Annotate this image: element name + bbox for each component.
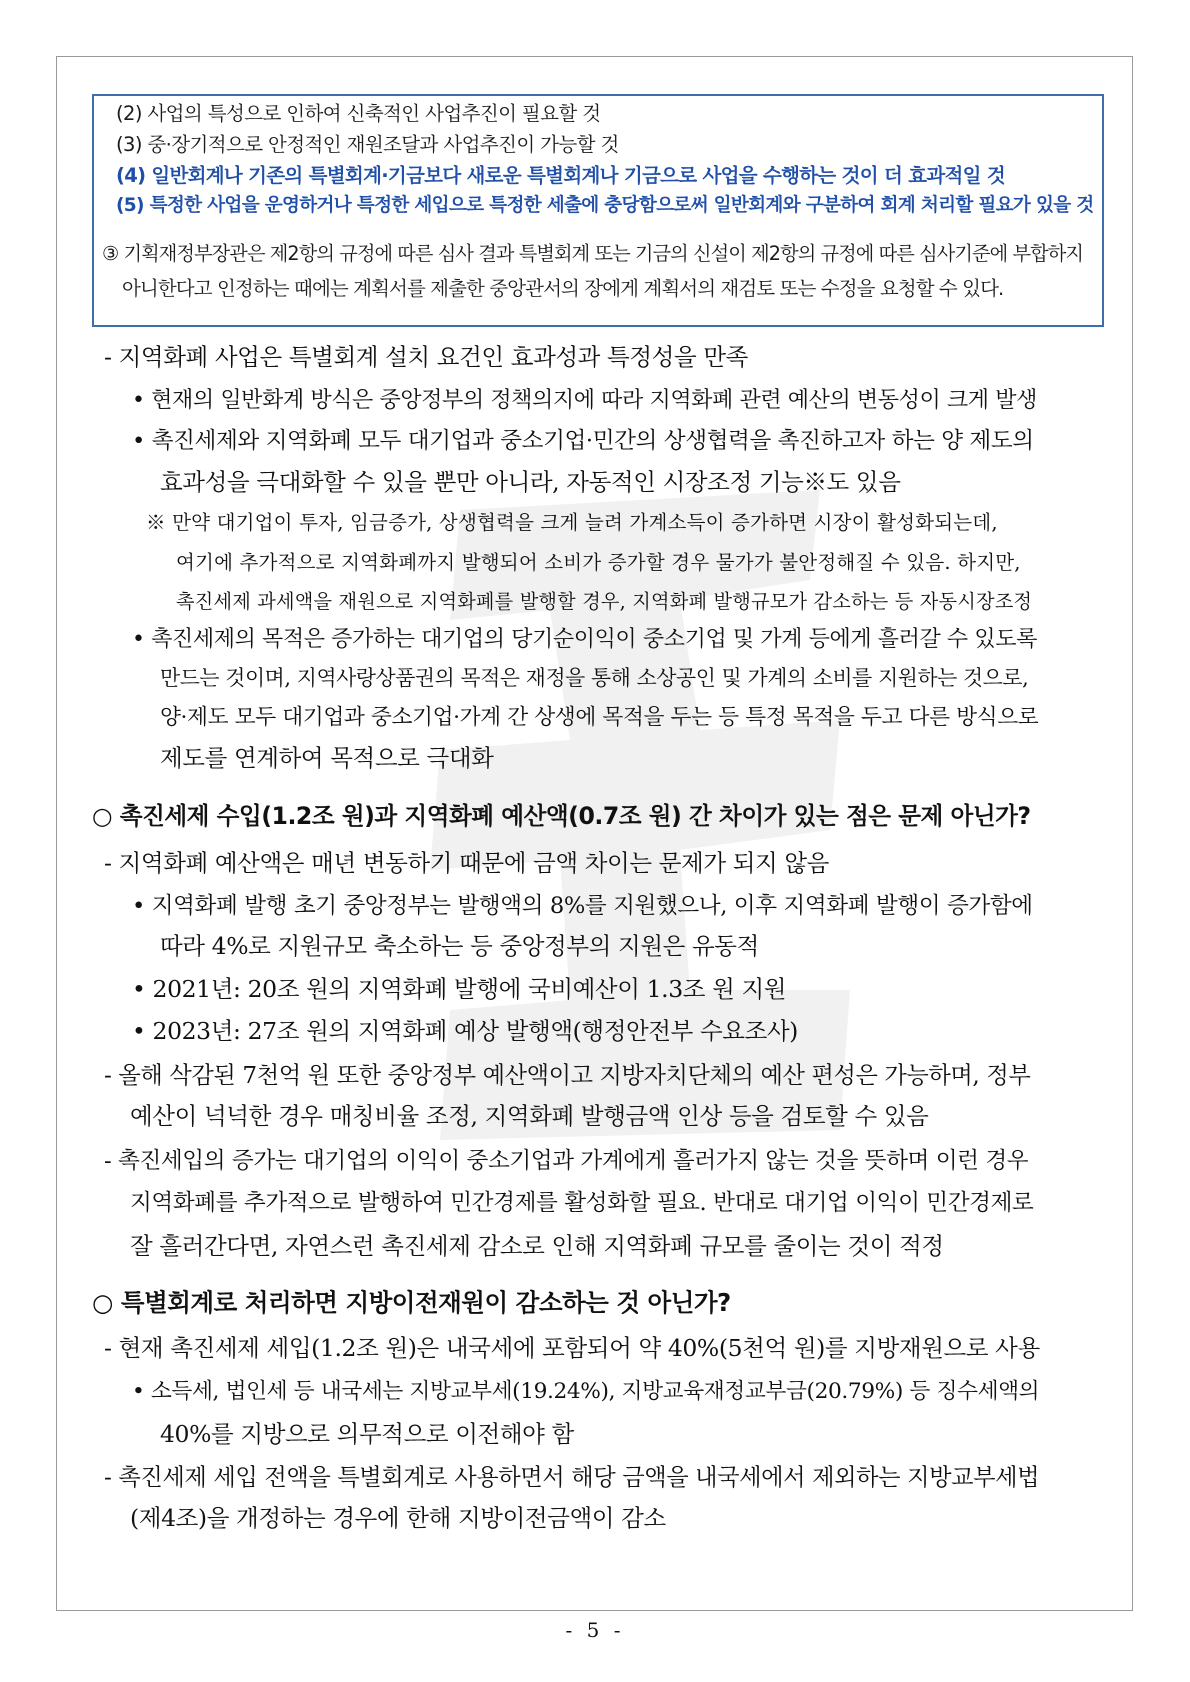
dash-item: - 현재 촉진세제 세입(1.2조 원)은 내국세에 포함되어 약 40%(5천억 원)를 지방재원으로 사용 xyxy=(104,1334,1040,1362)
dash-continuation: 예산이 넉넉한 경우 매칭비율 조정, 지역화폐 발행금액 인상 등을 검토할 수 있음 xyxy=(130,1102,929,1130)
dash-continuation: (제4조)을 개정하는 경우에 한해 지방이전금액이 감소 xyxy=(130,1504,666,1532)
law-item-highlighted: (5) 특정한 사업을 운영하거나 특정한 세입으로 특정한 세출에 충당함으로써 일반회계와 구분하여 회계 처리할 필요가 있을 것 xyxy=(116,195,1094,216)
dash-continuation: 지역화폐를 추가적으로 발행하여 민간경제를 활성화할 필요. 반대로 대기업 이익이 민간경제로 xyxy=(130,1190,1034,1216)
footnote-line: ※ 만약 대기업이 투자, 임금증가, 상생협력을 크게 늘려 가계소득이 증가하면 시장이 활성화되는데, xyxy=(146,511,998,534)
section-heading: ○ 촉진세제 수입(1.2조 원)과 지역화폐 예산액(0.7조 원) 간 차이가 있는 점은 문제 아닌가? xyxy=(92,802,1031,830)
dash-item: - 촉진세제 세입 전액을 특별회계로 사용하면서 해당 금액을 내국세에서 제외하는 지방교부세법 xyxy=(104,1464,1040,1491)
law-paragraph-line: ③ 기획재정부장관은 제2항의 규정에 따른 심사 결과 특별회계 또는 기금의 신설이 제2항의 규정에 따른 심사기준에 부합하지 xyxy=(102,242,1084,265)
bullet-continuation: 만드는 것이며, 지역사랑상품권의 목적은 재정을 통해 소상공인 및 가계의 소비를 지원하는 것으로, xyxy=(160,666,1029,690)
bullet-continuation: 제도를 연계하여 목적으로 극대화 xyxy=(160,744,494,772)
bullet-item: • 소득세, 법인세 등 내국세는 지방교부세(19.24%), 지방교육재정교부금(20.79%) 등 징수세액의 xyxy=(132,1379,1040,1404)
page-number: - 5 - xyxy=(565,1618,625,1642)
bullet-item: • 현재의 일반화계 방식은 중앙정부의 정책의지에 따라 지역화폐 관련 예산의 변동성이 크게 발생 xyxy=(132,388,1037,413)
dash-item: - 촉진세입의 증가는 대기업의 이익이 중소기업과 가계에게 흘러가지 않는 것을 뜻하며 이런 경우 xyxy=(104,1148,1029,1174)
dash-item: - 올해 삭감된 7천억 원 또한 중앙정부 예산액이고 지방자치단체의 예산 편성은 가능하며, 정부 xyxy=(104,1062,1031,1089)
law-item: (2) 사업의 특성으로 인하여 신축적인 사업추진이 필요할 것 xyxy=(116,102,601,125)
bullet-item: • 2021년: 20조 원의 지역화폐 발행에 국비예산이 1.3조 원 지원 xyxy=(132,975,787,1003)
footnote-line: 촉진세제 과세액을 재원으로 지역화폐를 발행할 경우, 지역화폐 발행규모가 감소하는 등 자동시장조정 xyxy=(176,590,1033,613)
law-item: (3) 중·장기적으로 안정적인 재원조달과 사업추진이 가능할 것 xyxy=(116,133,619,156)
dash-item: - 지역화폐 사업은 특별회계 설치 요건인 효과성과 특정성을 만족 xyxy=(104,343,748,371)
bullet-continuation: 효과성을 극대화할 수 있을 뿐만 아니라, 자동적인 시장조정 기능※도 있음 xyxy=(160,468,901,496)
bullet-continuation: 40%를 지방으로 의무적으로 이전해야 함 xyxy=(160,1420,574,1448)
law-item-highlighted: (4) 일반회계나 기존의 특별회계·기금보다 새로운 특별회계나 기금으로 사업을 수행하는 것이 더 효과적일 것 xyxy=(116,164,1005,187)
dash-continuation: 잘 흘러간다면, 자연스런 촉진세제 감소로 인해 지역화폐 규모를 줄이는 것이 적정 xyxy=(130,1232,944,1260)
bullet-continuation: 따라 4%로 지원규모 축소하는 등 중앙정부의 지원은 유동적 xyxy=(160,932,759,960)
bullet-item: • 2023년: 27조 원의 지역화폐 예상 발행액(행정안전부 수요조사) xyxy=(132,1017,798,1045)
law-excerpt-box xyxy=(92,94,1104,327)
bullet-item: • 촉진세제와 지역화폐 모두 대기업과 중소기업·민간의 상생협력을 촉진하고자 하는 양 제도의 xyxy=(132,428,1034,454)
bullet-continuation: 양·제도 모두 대기업과 중소기업·가계 간 상생에 목적을 두는 등 특정 목적을 두고 다른 방식으로 xyxy=(160,705,1039,730)
law-paragraph-line: 아니한다고 인정하는 때에는 계획서를 제출한 중앙관서의 장에게 계획서의 재검토 또는 수정을 요청할 수 있다. xyxy=(122,277,1004,300)
section-heading: ○ 특별회계로 처리하면 지방이전재원이 감소하는 것 아닌가? xyxy=(92,1288,731,1317)
bullet-item: • 촉진세제의 목적은 증가하는 대기업의 당기순이익이 중소기업 및 가계 등에게 흘러갈 수 있도록 xyxy=(132,627,1037,652)
bullet-item: • 지역화폐 발행 초기 중앙정부는 발행액의 8%를 지원했으나, 이후 지역화폐 발행이 증가함에 xyxy=(132,893,1033,919)
footnote-line: 여기에 추가적으로 지역화폐까지 발행되어 소비가 증가할 경우 물가가 불안정해질 수 있음. 하지만, xyxy=(176,551,1021,574)
dash-item: - 지역화폐 예산액은 매년 변동하기 때문에 금액 차이는 문제가 되지 않음 xyxy=(104,849,829,877)
